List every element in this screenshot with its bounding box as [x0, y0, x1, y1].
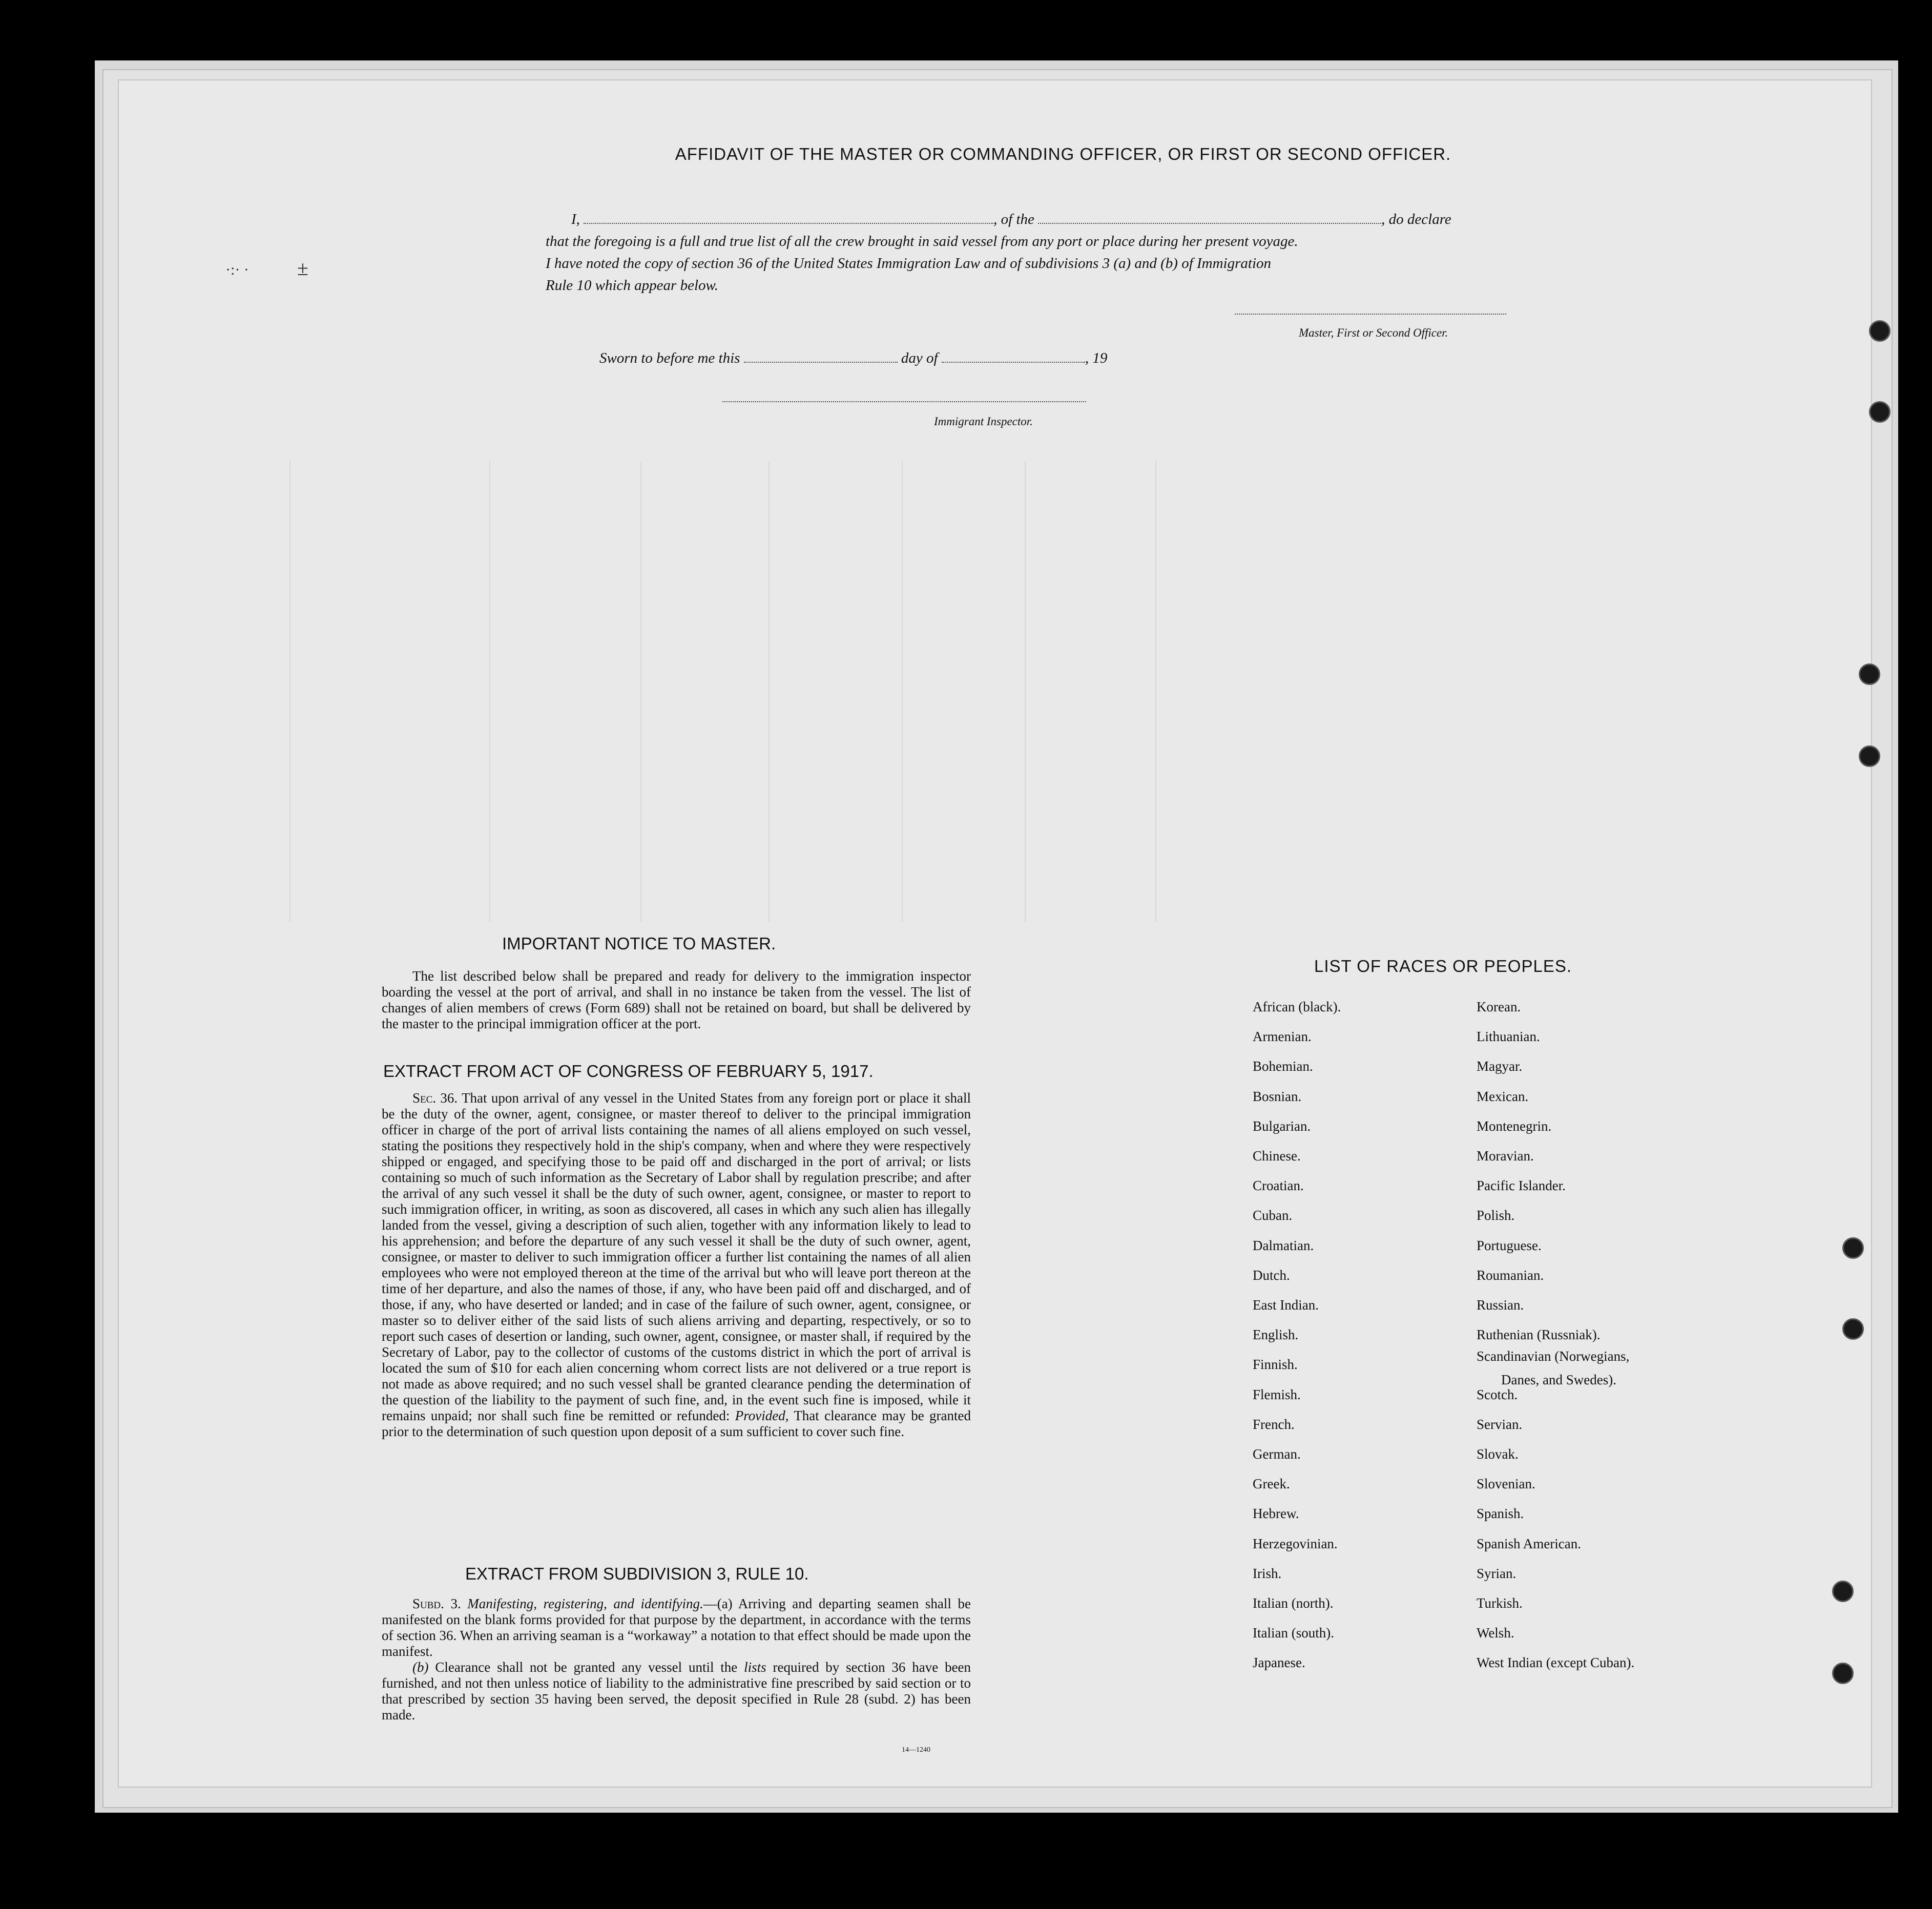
sworn-year: , 19 — [1085, 350, 1108, 366]
race-item: Montenegrin. — [1477, 1118, 1552, 1134]
race-item: Ruthenian (Russniak). — [1477, 1327, 1601, 1343]
binder-hole — [1869, 320, 1891, 342]
sworn-month-blank[interactable] — [942, 351, 1085, 363]
act-section-label: Sec. 36. — [412, 1090, 458, 1106]
bleed-column-rule — [640, 461, 641, 922]
rule-part-a: —(a) Arriving and departing seamen shall be manifested on the blank forms provided for that purpose by the department, in accordance with the terms of section 36. When an arriving seaman is a “workaway” a notation to that effect should be made upon the manifest. — [382, 1596, 971, 1659]
margin-mark: ·:· · — [225, 261, 249, 278]
act-extract-title: EXTRACT FROM ACT OF CONGRESS OF FEBRUARY 5, 1917. — [383, 1062, 874, 1081]
bleed-column-rule — [768, 461, 770, 922]
rule-extract-body — [382, 1596, 971, 1723]
race-item: Slovak. — [1477, 1446, 1519, 1462]
binder-hole — [1842, 1237, 1864, 1259]
bleed-column-rule — [902, 461, 903, 922]
notice-title: IMPORTANT NOTICE TO MASTER. — [502, 934, 776, 953]
declaration-i: I, — [571, 211, 580, 227]
race-item: Korean. — [1477, 999, 1521, 1014]
notice-paragraph: The list described below shall be prepared and ready for delivery to the immigration inspector boarding the vessel at the port of arrival, and shall in no instance be taken from the vessel. The list of changes of alien members of crews (Form 689) shall not be retained on board, but shall be delivered by the master to the principal immigration officer at the port. — [382, 968, 971, 1031]
race-item: Bulgarian. — [1253, 1118, 1311, 1134]
inspector-signature-label: Immigrant Inspector. — [934, 415, 1033, 428]
race-item: West Indian (except Cuban). — [1477, 1655, 1635, 1671]
race-item: Turkish. — [1477, 1595, 1523, 1611]
race-item: Polish. — [1477, 1208, 1515, 1223]
declaration-line-4: Rule 10 which appear below. — [546, 277, 718, 294]
race-item: Armenian. — [1253, 1029, 1312, 1045]
race-item: Herzegovinian. — [1253, 1536, 1338, 1551]
race-item: Croatian. — [1253, 1178, 1304, 1194]
rule-subd-label: Subd. 3. — [412, 1596, 461, 1611]
declaration-declare: , do declare — [1381, 211, 1451, 227]
rule-part-b-lists: lists — [744, 1659, 766, 1675]
race-item: Italian (north). — [1253, 1595, 1334, 1611]
officer-signature-line[interactable] — [1235, 314, 1506, 315]
inspector-signature-line[interactable] — [722, 401, 1086, 402]
bleed-column-rule — [489, 461, 490, 922]
race-item: Greek. — [1253, 1476, 1290, 1492]
rule-extract-title: EXTRACT FROM SUBDIVISION 3, RULE 10. — [465, 1564, 809, 1583]
race-item: Servian. — [1477, 1416, 1523, 1432]
race-item: Bosnian. — [1253, 1088, 1302, 1104]
rule-part-b-label: (b) — [412, 1659, 429, 1675]
race-item: Dutch. — [1253, 1267, 1290, 1283]
race-item: German. — [1253, 1446, 1301, 1462]
rule-part-b-2: required by section 36 have been furnished, and not then unless notice of liability to the administrative fine prescribed by said section or to that prescribed by section 35 having been served, the deposit specified in Rule 28 (subd. 2) has been made. — [382, 1659, 971, 1723]
race-item: Flemish. — [1253, 1386, 1301, 1402]
race-item: English. — [1253, 1327, 1299, 1343]
bleed-column-rule — [289, 461, 290, 922]
declaration-of: , of the — [993, 211, 1034, 227]
act-section-end: That clearance may be granted prior to the determination of such question upon deposit of a sum sufficient to cover such fine. — [382, 1408, 971, 1439]
race-item: Chinese. — [1253, 1148, 1301, 1164]
race-item: Welsh. — [1477, 1625, 1514, 1641]
race-item: Danes, and Swedes). — [1501, 1372, 1616, 1388]
races-title: LIST OF RACES OR PEOPLES. — [1314, 957, 1572, 976]
race-item: Spanish. — [1477, 1506, 1524, 1522]
race-item: Mexican. — [1477, 1088, 1529, 1104]
binder-hole — [1832, 1663, 1854, 1684]
race-item: Dalmatian. — [1253, 1237, 1314, 1253]
race-item: Moravian. — [1477, 1148, 1534, 1164]
binder-hole — [1859, 745, 1880, 767]
margin-mark: ± — [297, 257, 308, 280]
act-section-text: That upon arrival of any vessel in the United States from any foreign port or place it shall be the duty of the owner, agent, consignee, or master thereof to deliver to the principal immigration officer in charge of the port of arrival lists containing the names of all aliens employed on such vessel, stating the positions they respectively hold in the ship's company, when and where they were respectively shipped or engaged, and specifying those to be paid off and discharged in the port of arrival; or lists containing so much of such information as the Secretary of Labor shall by regulation prescribe; and after the arrival of any such vessel it shall be the duty of such owner, agent, consignee, or master to report to such immigration officer, in writing, as soon as discovered, all cases in which any such alien has illegally landed from the vessel, giving a description of such alien, together with any information likely to lead to his apprehension; and before the departure of any such vessel it shall be the duty of such owner, agent, consignee, or master to deliver to such immigration officer a further list containing the names of all alien employees who were not employed thereon at the time of the arrival but who will leave port thereon at the time of her departure, and also the names of those, if any, who have been paid off and discharged, and of those, if any, who have deserted or landed; and in case of the failure of such owner, agent, consignee, or master so to deliver either of the said lists of such aliens arriving and departing, respectively, or so to report such cases of desertion or landing, such owner, agent, consignee, or master shall, if required by the Secretary of Labor, pay to the collector of customs of the customs district in which the port of arrival is located the sum of $10 for each alien concerning whom correct lists are not delivered or a true report is not made as above required; and no such vessel shall be granted clearance pending the determination of the question of the liability to the payment of such fine, and, in the event such fine is imposed, while it remains unpaid; nor shall such fine be remitted or refunded: — [382, 1090, 971, 1423]
race-item: Russian. — [1477, 1297, 1524, 1313]
vessel-blank[interactable] — [1038, 213, 1381, 224]
form-sheet — [118, 79, 1872, 1788]
race-item: African (black). — [1253, 999, 1341, 1014]
race-item: Spanish American. — [1477, 1536, 1581, 1551]
bleed-column-rule — [1025, 461, 1026, 922]
bleed-column-rule — [1155, 461, 1156, 922]
race-item: Magyar. — [1477, 1059, 1523, 1074]
race-item: Italian (south). — [1253, 1625, 1334, 1641]
race-item: Finnish. — [1253, 1357, 1298, 1373]
affidavit-title: AFFIDAVIT OF THE MASTER OR COMMANDING OFFICER, OR FIRST OR SECOND OFFICER. — [675, 144, 1451, 163]
race-item: Irish. — [1253, 1565, 1282, 1581]
race-item: Scandinavian (Norwegians, — [1477, 1348, 1630, 1364]
notice-body — [382, 968, 971, 1032]
race-item: Syrian. — [1477, 1565, 1516, 1581]
sworn-day-of: day of — [901, 350, 938, 366]
declaration-line-3: I have noted the copy of section 36 of the United States Immigration Law and of subdivisions 3 (a) and (b) of Immigration — [546, 255, 1272, 272]
declaration-line-1 — [546, 211, 1529, 228]
sworn-line — [599, 350, 1265, 367]
race-item: Slovenian. — [1477, 1476, 1535, 1492]
race-item: French. — [1253, 1416, 1295, 1432]
race-item: Portuguese. — [1477, 1237, 1542, 1253]
sworn-text: Sworn to before me this — [599, 350, 740, 366]
name-blank[interactable] — [584, 213, 993, 224]
race-item: Pacific Islander. — [1477, 1178, 1566, 1194]
binder-hole — [1832, 1581, 1854, 1602]
race-item: Hebrew. — [1253, 1506, 1299, 1522]
binder-hole — [1842, 1318, 1864, 1340]
race-item: East Indian. — [1253, 1297, 1319, 1313]
rule-part-b-1: Clearance shall not be granted any vessel until the — [435, 1659, 738, 1675]
officer-signature-label: Master, First or Second Officer. — [1299, 326, 1448, 339]
declaration-line-2: that the foregoing is a full and true list of all the crew brought in said vessel from any port or place during her present voyage. — [546, 233, 1298, 250]
binder-hole — [1859, 663, 1880, 685]
binder-hole — [1869, 401, 1891, 423]
race-item: Scotch. — [1477, 1386, 1518, 1402]
act-extract-body — [382, 1090, 971, 1440]
race-item: Cuban. — [1253, 1208, 1293, 1223]
race-item: Lithuanian. — [1477, 1029, 1540, 1045]
rule-heading: Manifesting, registering, and identifying. — [467, 1596, 703, 1611]
form-number: 14—1240 — [902, 1746, 930, 1754]
race-item: Roumanian. — [1477, 1267, 1544, 1283]
act-provided: Provided, — [735, 1408, 789, 1423]
race-item: Bohemian. — [1253, 1059, 1313, 1074]
race-item: Japanese. — [1253, 1655, 1305, 1671]
sworn-day-blank[interactable] — [744, 351, 898, 363]
